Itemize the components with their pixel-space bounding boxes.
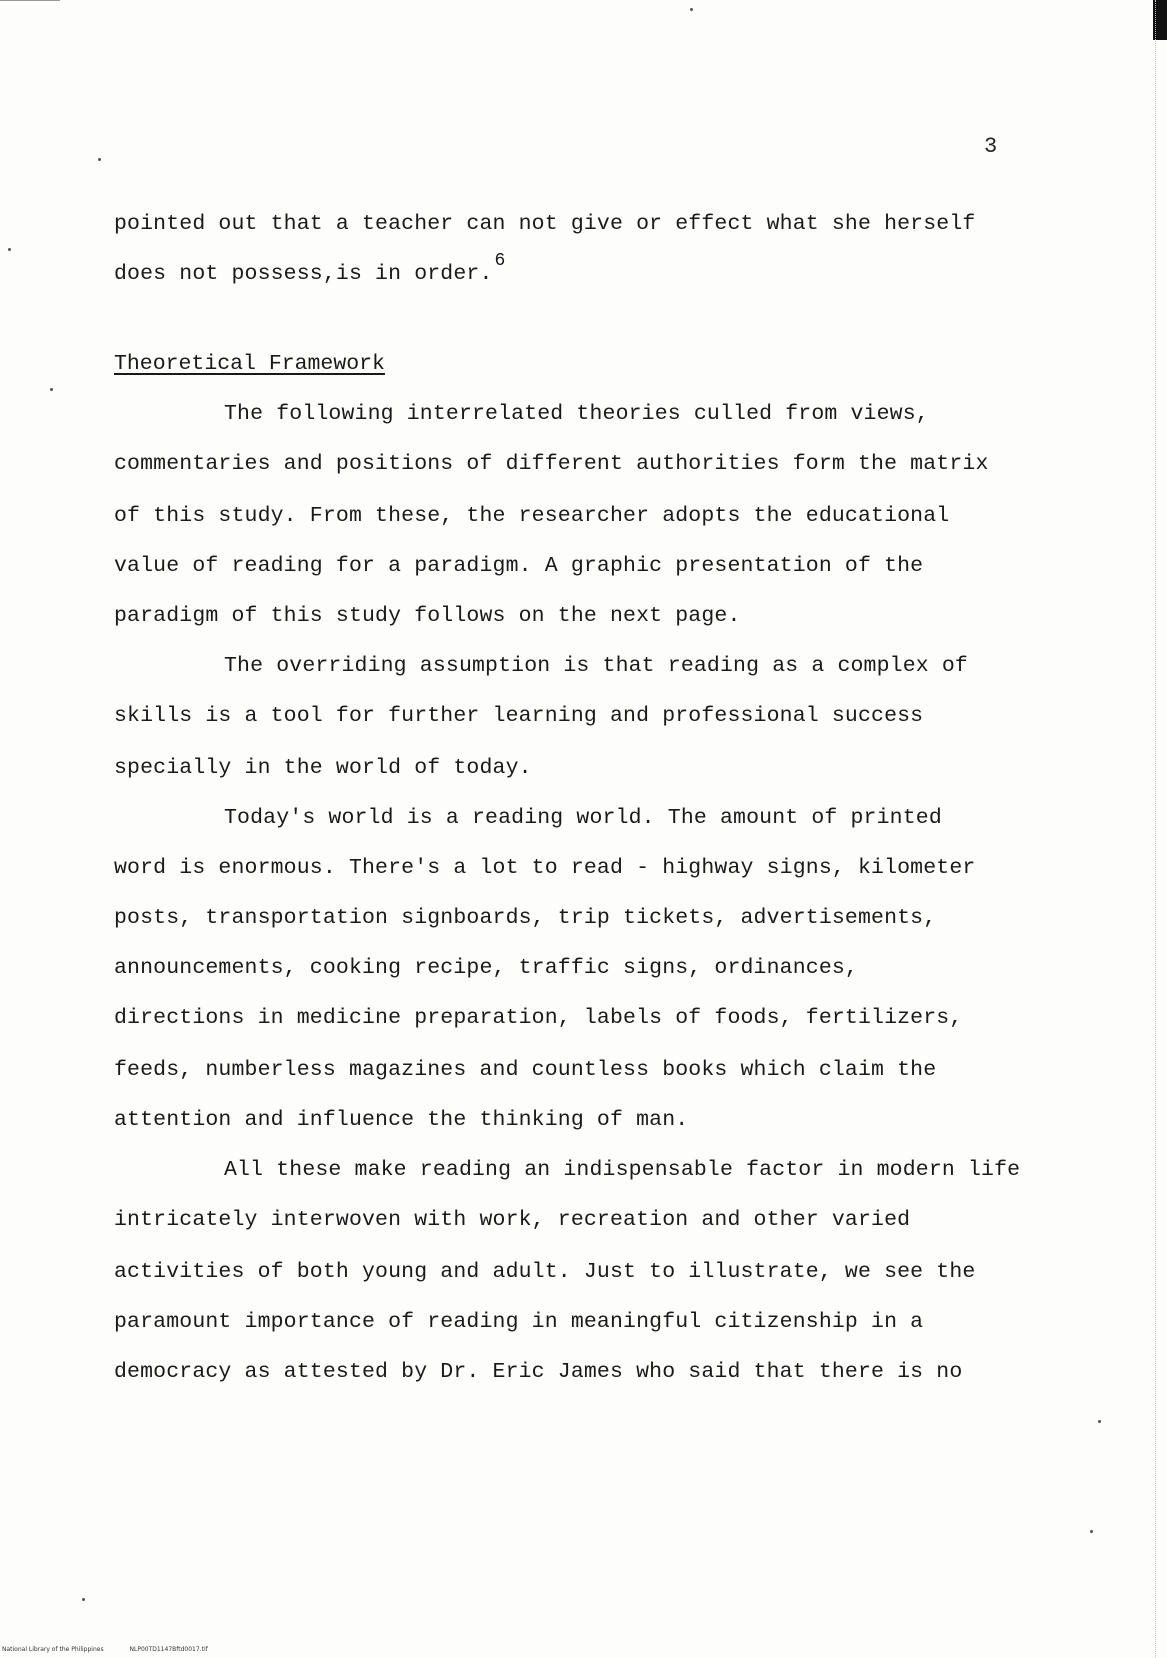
scan-speck [50,388,53,391]
text-line: pointed out that a teacher can not give or effect what she herself [114,212,976,236]
paragraph-first-line: The overriding assumption is that reading as a complex of [224,654,968,678]
scan-speck [8,248,11,251]
paragraph-first-line: The following interrelated theories culled from views, [224,402,929,426]
text-line: paramount importance of reading in meaningful citizenship in a [114,1310,924,1334]
text-line: feeds, numberless magazines and countless books which claim the [114,1058,937,1082]
text-line: value of reading for a paradigm. A graphic presentation of the [114,554,924,578]
text-line: commentaries and positions of different authorities form the matrix [114,452,989,476]
text-line [114,251,506,286]
scan-speck [82,1598,85,1601]
scan-speck [690,8,693,11]
footnote-reference: 6 [494,251,506,271]
scan-speck [1098,1420,1101,1423]
text-line: announcements, cooking recipe, traffic signs, ordinances, [114,956,858,980]
scan-speck [1090,1530,1093,1533]
text-line: word is enormous. There's a lot to read - highway signs, kilometer [114,856,976,880]
text-line-content: does not possess,is in order. [114,262,493,286]
text-line: attention and influence the thinking of man. [114,1108,689,1132]
text-line: directions in medicine preparation, labels of foods, fertilizers, [114,1006,963,1030]
section-heading: Theoretical Framework [114,352,385,376]
text-line: skills is a tool for further learning and professional success [114,704,924,728]
text-line: intricately interwoven with work, recreation and other varied [114,1208,911,1232]
text-line: specially in the world of today. [114,756,532,780]
paragraph-first-line: Today's world is a reading world. The amount of printed [224,806,942,830]
text-line: activities of both young and adult. Just to illustrate, we see the [114,1260,976,1284]
text-line: posts, transportation signboards, trip tickets, advertisements, [114,906,937,930]
scan-speck [98,158,101,161]
paragraph-first-line: All these make reading an indispensable factor in modern life [224,1158,1021,1182]
scan-right-border [1155,0,1157,1658]
file-name: NLP00TD1147Bftd0017.tif [129,1646,208,1653]
page-number: 3 [984,134,998,159]
library-name: National Library of the Philippines [2,1646,104,1653]
scan-footer-caption [2,1646,232,1653]
scan-edge-line [0,0,60,1]
text-line: of this study. From these, the researcher adopts the educational [114,504,950,528]
text-line: paradigm of this study follows on the next page. [114,604,741,628]
text-line: democracy as attested by Dr. Eric James who said that there is no [114,1360,963,1384]
